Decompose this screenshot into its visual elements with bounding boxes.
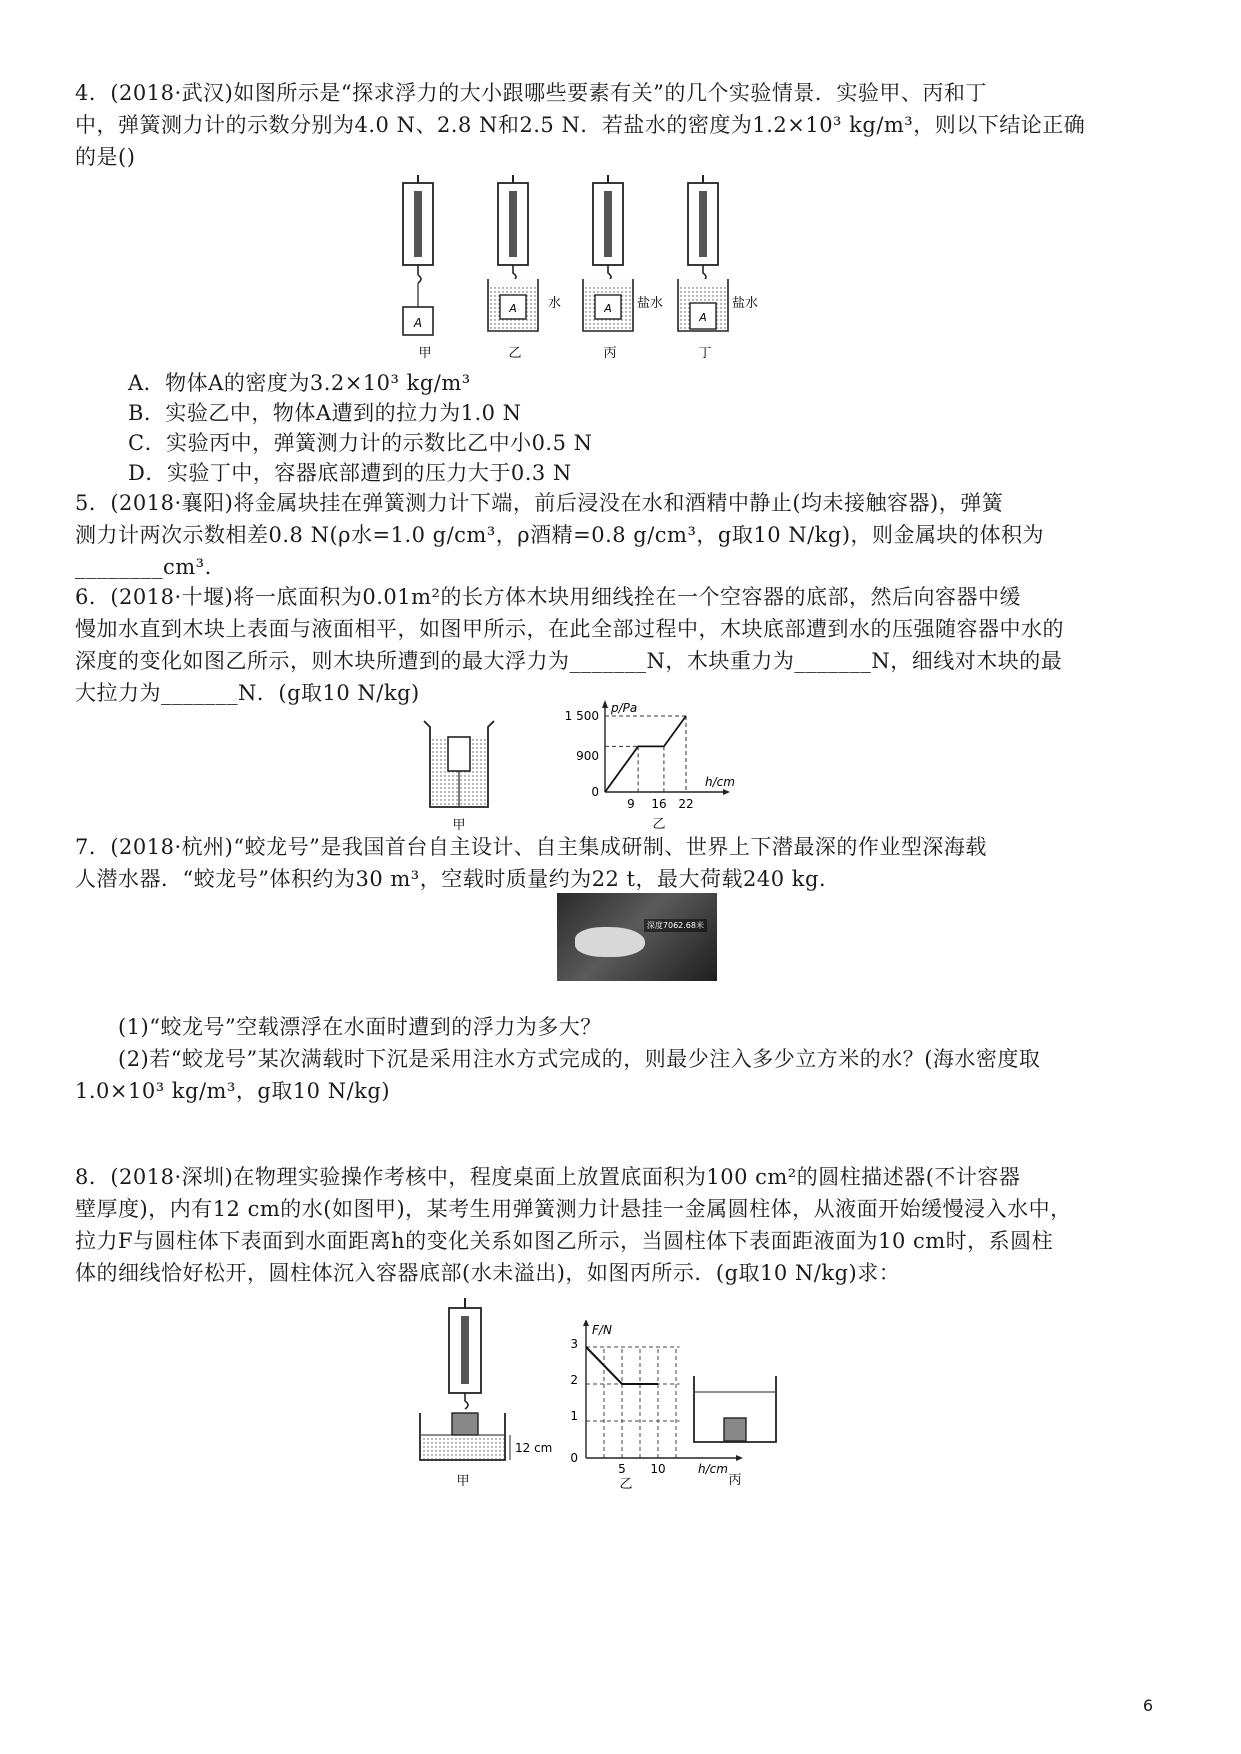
q8-fig-label-bing: 丙 bbox=[728, 1473, 742, 1488]
x-tick-10: 10 bbox=[650, 1462, 666, 1476]
q4-line-1: 4．(2018·武汉)如图所示是“探求浮力的大小跟哪些要素有关”的几个实验情景．实验甲、丙和丁 bbox=[75, 81, 987, 105]
svg-text:A: A bbox=[509, 302, 517, 315]
q5-line-1: 5．(2018·襄阳)将金属块挂在弹簧测力计下端，前后浸没在水和酒精中静止(均未接触容器)，弹簧 bbox=[75, 491, 1004, 515]
pressure-series-line bbox=[605, 716, 686, 792]
q5-line-2: 测力计两次示数相差0.8 N(ρ水=1.0 g/cm³，ρ酒精=0.8 g/cm³，g取10 N/kg)，则金属块的体积为 bbox=[75, 523, 1045, 547]
fig-label-bing: 丙 bbox=[603, 346, 617, 361]
q8-container-sunk-figure bbox=[690, 1372, 790, 1490]
q4-line-2: 中，弹簧测力计的示数分别为4.0 N、2.8 N和2.5 N．若盐水的密度为1.2×10³ kg/m³，则以下结论正确 bbox=[75, 113, 1086, 137]
x-tick-16: 16 bbox=[651, 797, 667, 811]
q6-line-1: 6．(2018·十堰)将一底面积为0.01m²的长方体木块用细线拴在一个空容器的底部，然后向容器中缓 bbox=[75, 585, 1021, 609]
y-axis-label: F/N bbox=[592, 1323, 612, 1337]
y-tick-0: 0 bbox=[591, 785, 599, 799]
q6-line-3: 深度的变化如图乙所示，则木块所遭到的最大浮力为_______N，木块重力为_______N，细线对木块的最 bbox=[75, 649, 1063, 673]
q6-pressure-graph bbox=[555, 700, 735, 835]
x-tick-22: 22 bbox=[678, 797, 694, 811]
fig-label-yi: 乙 bbox=[508, 346, 522, 361]
q6-line-4: 大拉力为_______N．(g取10 N/kg) bbox=[75, 681, 420, 705]
q7-line-1: 7．(2018·杭州)“蛟龙号”是我国首台自主设计、自主集成研制、世界上下潜最深的作业型深海载 bbox=[75, 835, 987, 859]
y-tick-2: 2 bbox=[570, 1373, 578, 1387]
depth-label: 12 cm bbox=[515, 1441, 553, 1455]
liquid-label-water: 水 bbox=[548, 296, 562, 311]
q6-line-2: 慢加水直到木块上表面与液面相平，如图甲所示，在此全部过程中，木块底部遭到水的压强随容器中水的 bbox=[75, 617, 1064, 641]
q8-line-2: 壁厚度)，内有12 cm的水(如图甲)，某考生用弹簧测力计悬挂一金属圆柱体，从液面开始缓慢浸入水中， bbox=[75, 1197, 1072, 1221]
q7-line-2: 人潜水器．“蛟龙号”体积约为30 m³，空载时质量约为22 t，最大荷载240 kg． bbox=[75, 867, 841, 891]
scale-bing bbox=[583, 175, 663, 361]
q6-fig-label-jia: 甲 bbox=[452, 818, 466, 833]
q8-line-1: 8．(2018·深圳)在物理实验操作考核中，程度桌面上放置底面积为100 cm²的圆柱描述器(不计容器 bbox=[75, 1165, 1021, 1189]
photo-caption: 深度7062.68米 bbox=[644, 919, 707, 932]
fig-label-ding: 丁 bbox=[698, 346, 712, 361]
block-label: A bbox=[413, 316, 423, 330]
y-tick-3: 3 bbox=[570, 1337, 578, 1351]
q8-container-with-scale-figure bbox=[415, 1298, 565, 1488]
q4-option-d: D．实验丁中，容器底部遭到的压力大于0.3 N bbox=[128, 461, 572, 485]
metal-cylinder bbox=[452, 1413, 478, 1435]
submersible-shape bbox=[575, 927, 645, 957]
fig-label-jia: 甲 bbox=[418, 346, 432, 361]
liquid-label-brine-1: 盐水 bbox=[637, 296, 664, 311]
dashed-grid bbox=[586, 1347, 680, 1458]
q8-line-4: 体的细线恰好松开，圆柱体沉入容器底部(水未溢出)，如图丙所示．(g取10 N/kg)求： bbox=[75, 1261, 901, 1285]
q4-option-c: C．实验丙中，弹簧测力计的示数比乙中小0.5 N bbox=[128, 431, 593, 455]
x-tick-5: 5 bbox=[618, 1462, 626, 1476]
q7-sub-2: (2)若“蛟龙号”某次满载时下沉是采用注水方式完成的，则最少注入多少立方米的水？(海水密度取 bbox=[118, 1047, 1041, 1071]
q6-fig-label-yi: 乙 bbox=[652, 817, 666, 832]
q4-option-b: B．实验乙中，物体A遭到的拉力为1.0 N bbox=[128, 401, 522, 425]
jiaolong-photo bbox=[557, 893, 717, 981]
scale-yi bbox=[488, 175, 561, 361]
y-tick-900: 900 bbox=[576, 749, 599, 763]
liquid-label-brine-2: 盐水 bbox=[732, 296, 759, 311]
q5-line-3: ________cm³. bbox=[75, 555, 212, 579]
scale-jia bbox=[403, 175, 433, 361]
q8-fig-label-yi: 乙 bbox=[619, 1477, 633, 1490]
sunk-cylinder bbox=[724, 1418, 746, 1441]
y-axis-label: p/Pa bbox=[611, 701, 638, 715]
svg-text:A: A bbox=[699, 311, 707, 324]
q8-line-3: 拉力F与圆柱体下表面到水面距离h的变化关系如图乙所示，当圆柱体下表面距液面为10 cm时，系圆柱 bbox=[75, 1229, 1054, 1253]
q7-sub-1: (1)“蛟龙号”空载漂浮在水面时遭到的浮力为多大？ bbox=[118, 1015, 602, 1039]
q4-spring-scale-figure bbox=[395, 175, 795, 375]
x-axis-label: h/cm bbox=[705, 775, 735, 789]
scale-ding bbox=[678, 175, 758, 361]
y-tick-1: 1 bbox=[570, 1409, 578, 1423]
x-tick-9: 9 bbox=[627, 797, 635, 811]
y-tick-1500: 1 500 bbox=[564, 709, 599, 723]
svg-text:A: A bbox=[604, 302, 612, 315]
x-axis-label: h/cm bbox=[698, 1462, 728, 1476]
q4-line-3: 的是() bbox=[75, 145, 136, 169]
q7-sub-3: 1.0×10³ kg/m³，g取10 N/kg) bbox=[75, 1079, 391, 1103]
q8-fig-label-jia: 甲 bbox=[456, 1474, 470, 1488]
q6-container-figure bbox=[420, 715, 510, 835]
y-tick-0: 0 bbox=[570, 1451, 578, 1465]
page-number: 6 bbox=[1142, 1696, 1153, 1715]
q4-option-a: A．物体A的密度为3.2×10³ kg/m³ bbox=[128, 371, 471, 395]
